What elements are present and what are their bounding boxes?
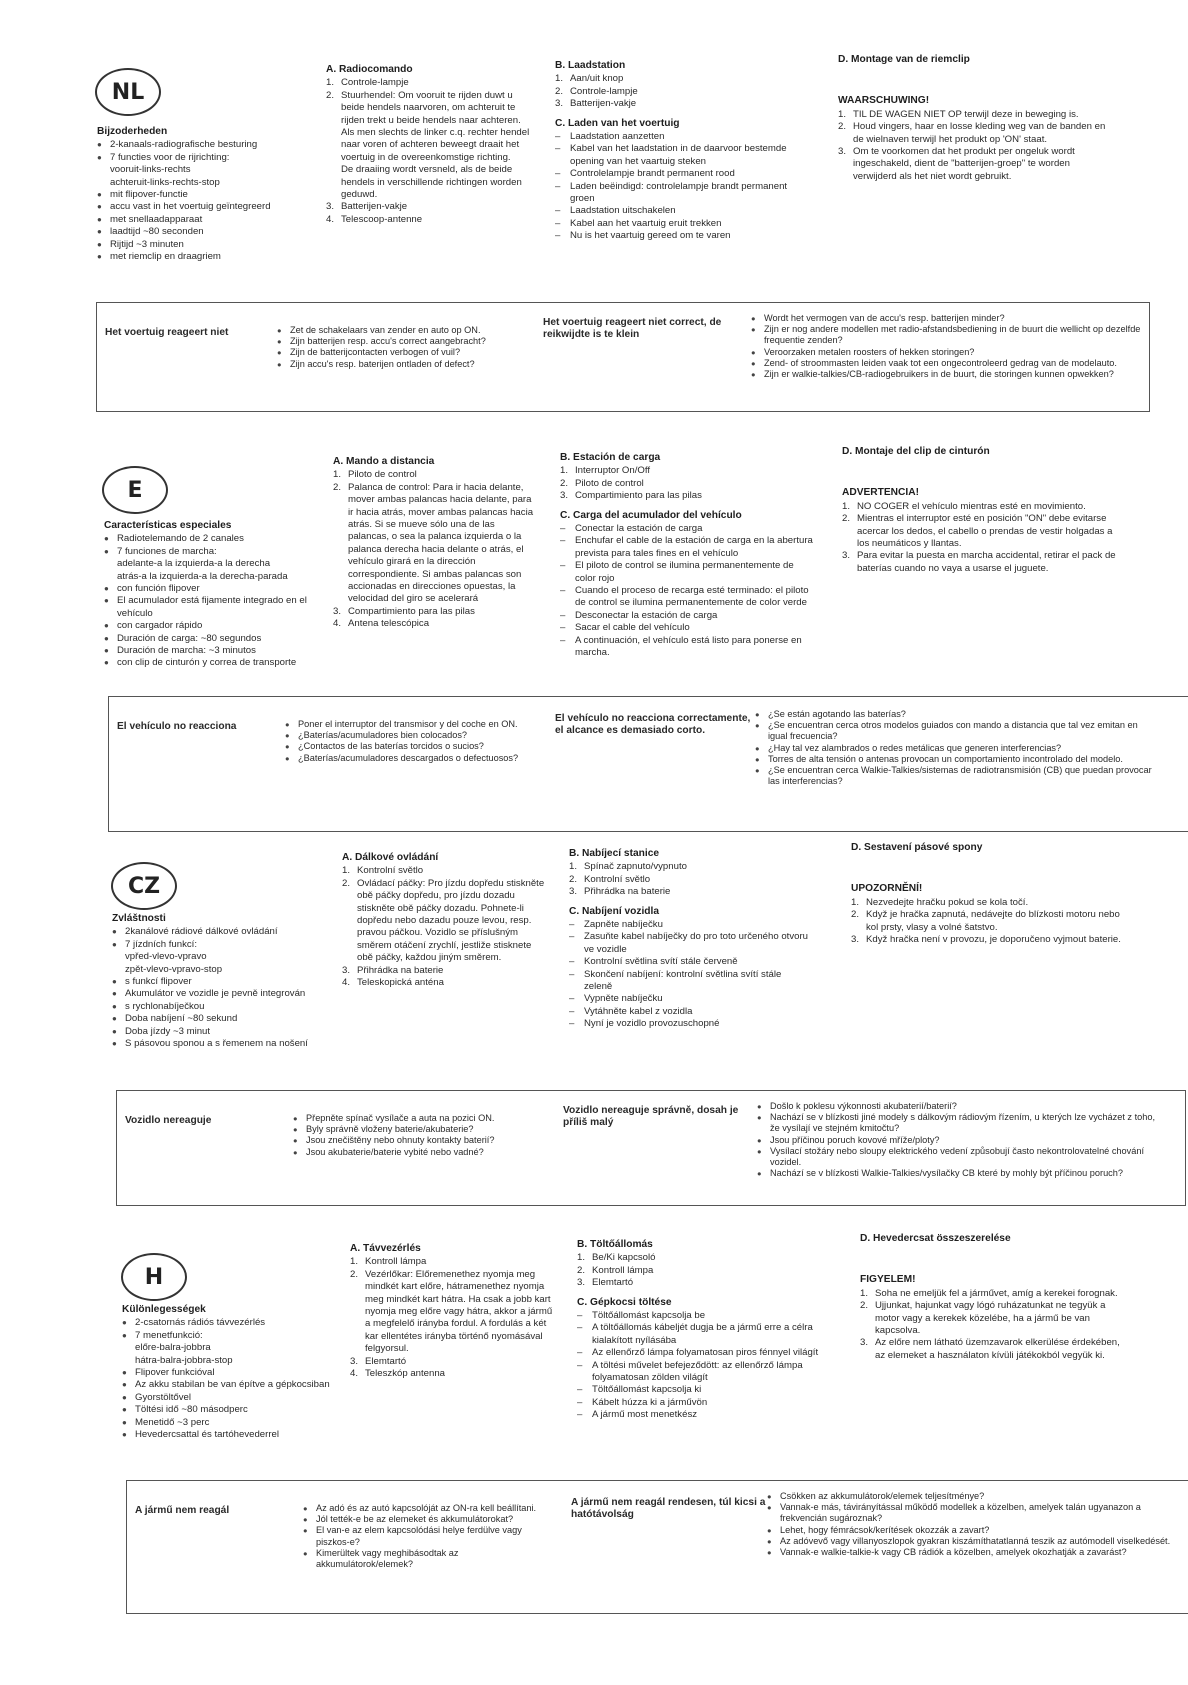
clip-title: D. Sestavení pásové spony	[851, 842, 983, 853]
remote-item: 2. Ovládací páčky: Pro jízdu dopředu stiskněte obě páčky dopředu, pro jízdu dozadu stiskněte obě páčky dozadu. Pohnete-li dopředu nebo dazadu pouze levou, resp. pravou páčkou. Vozidlo se příslušným směrem otáčení zrychlí, jestliže stisknete obě páčky, každou jiným směrem.	[342, 877, 545, 964]
warning-list	[851, 897, 1121, 947]
feature-item: ● met snellaadapparaat	[97, 214, 312, 226]
remote-item: 1. Piloto de control	[333, 469, 417, 481]
remote-item: 4. Telescoop-antenne	[326, 213, 423, 225]
feature-item: ● Flipover funkcióval	[122, 1367, 337, 1379]
remote-title: A. Távvezérlés	[350, 1243, 421, 1254]
trouble-label-range: A jármű nem reagál rendesen, túl kicsi a hatótávolság	[571, 1497, 766, 1520]
station-column	[569, 848, 809, 1031]
feature-item: ● Hevedercsattal és tartóhevederrel	[122, 1429, 337, 1441]
feature-item: ● 2kanálové rádiové dálkové ovládání	[112, 926, 327, 938]
remote-item: 1. Kontroll lámpa	[350, 1256, 427, 1268]
charging-step: – Vypněte nabíječku	[569, 993, 809, 1005]
feature-item: ● 7 funciones de marcha: adelante-a la izquierda-a la derecha atrás-a la izquierda-a la derecha-parada	[104, 546, 319, 583]
remote-item: 2. Stuurhendel: Om vooruit te rijden duwt u beide hendels naarvoren, om achteruit te rijden trekt u beide hendels naar achteren. Als men slechts de linker c.q. rechter hendel naar voren of achteren beweegt draait het voertuig in de overeenkomstige richting. De draaiing wordt versneld, als de beide hendels in verschillende richtingen worden geduwd.	[326, 89, 530, 201]
features-title: Características especiales	[104, 520, 232, 531]
trouble-item: ● Jsou akubaterie/baterie vybité nebo vadné?	[293, 1147, 538, 1158]
charging-step: – Laden beëindigd: controlelampje brandt permanent groen	[555, 181, 795, 206]
feature-item: ● Töltési idő ~80 másodperc	[122, 1404, 337, 1416]
remote-list	[333, 469, 538, 630]
features-title: Zvláštnosti	[112, 913, 166, 924]
trouble-label-no-reaction: Het voertuig reageert niet	[105, 327, 229, 338]
trouble-item: ● Zijn er nog andere modellen met radio-afstandsbediening in de buurt die wellicht op dezelfde frequentie zenden?	[751, 324, 1143, 346]
remote-column	[333, 456, 538, 631]
feature-item: ● Az akku stabilan be van építve a gépkocsiban	[122, 1379, 337, 1391]
station-list	[560, 465, 815, 502]
remote-column	[326, 64, 531, 226]
troubleshooting-box	[108, 696, 1188, 832]
warning-item: 3. Az előre nem látható üzemzavarok elkerülése érdekében, az elemeket a használaton kívüli játékokból vegyük ki.	[860, 1337, 1120, 1361]
trouble-item: ● Vannak-e más, távirányítással működő modellek a közelben, amelyek talán ugyanazon a frekvencián sugároznak?	[767, 1502, 1181, 1524]
station-item: 3. Přihrádka na baterie	[569, 886, 671, 898]
feature-item: ● accu vast in het voertuig geïntegreerd	[97, 201, 312, 213]
remote-list	[342, 865, 547, 989]
trouble-list-range	[757, 1101, 1167, 1179]
warning-item: 2. Houd vingers, haar en losse kleding weg van de banden en de wielnaven terwijl het produkt op 'ON' staat.	[838, 121, 1106, 145]
trouble-item: ● Poner el interruptor del transmisor y del coche en ON.	[285, 719, 530, 730]
warning-item: 1. Soha ne emeljük fel a járművet, amíg a kerekei forognak.	[860, 1287, 1118, 1299]
charging-step: – Töltőállomást kapcsolja be	[577, 1310, 837, 1322]
trouble-label-range: Vozidlo nereaguje správně, dosah je příliš malý	[563, 1105, 739, 1128]
station-list	[577, 1252, 837, 1289]
remote-item: 1. Kontrolní světlo	[342, 865, 424, 877]
station-list	[569, 861, 809, 898]
station-item: 1. Aan/uit knop	[555, 73, 624, 85]
trouble-item: ● Jsou příčinou poruch kovové mříže/ploty?	[757, 1135, 1167, 1146]
charging-step: – Zapněte nabíječku	[569, 919, 809, 931]
charging-steps	[555, 131, 795, 243]
clip-column	[838, 54, 1113, 183]
warning-item: 3. Om te voorkomen dat het produkt per ongeluk wordt ingeschakeld, dient de "batterijen-groep" te worden verwijderd als het niet wordt gebruikt.	[838, 146, 1075, 182]
warning-item: 2. Mientras el interruptor esté en posición "ON" debe evitarse acercar los dedos, el cabello o prendas de vestir holgadas a los neumáticos y llantas.	[842, 513, 1113, 550]
trouble-item: ● ¿Hay tal vez alambrados o redes metálicas que generen interferencias?	[755, 743, 1155, 754]
station-title: B. Laadstation	[555, 60, 626, 71]
charging-step: – Controlelampje brandt permanent rood	[555, 168, 795, 180]
warning-title: FIGYELEM!	[860, 1274, 916, 1286]
feature-item: ● con cargador rápido	[104, 620, 319, 632]
charging-title: C. Nabíjení vozidla	[569, 905, 660, 917]
es-language-badge: E	[102, 466, 168, 514]
warning-item: 3. Para evitar la puesta en marcha accidental, retirar el pack de baterías cuando no vaya a usarse el juguete.	[842, 550, 1116, 574]
remote-item: 4. Teleskopická anténa	[342, 977, 444, 989]
charging-steps	[569, 919, 809, 1031]
charging-step: – Kabel van het laadstation in de daarvoor bestemde opening van het vaartuig steken	[555, 143, 795, 168]
feature-item: ● S pásovou sponou a s řemenem na nošení	[112, 1038, 327, 1050]
trouble-item: ● ¿Se encuentran cerca otros modelos guiados con mando a distancia que tal vez emitan en igual frecuencia?	[755, 720, 1155, 742]
trouble-item: ● Nachází se v blízkosti jiné modely s dálkovým rádiovým řízením, u kterých lze vycházet z toho, že vysílají ve stejném kmitočtu?	[757, 1112, 1167, 1134]
trouble-item: ● ¿Contactos de las baterías torcidos o sucios?	[285, 741, 530, 752]
charging-step: – Desconectar la estación de carga	[560, 610, 815, 622]
clip-column	[851, 842, 1121, 946]
feature-item: ● mit flipover-functie	[97, 189, 312, 201]
feature-item: ● con función flipover	[104, 583, 319, 595]
station-item: 2. Kontroll lámpa	[577, 1264, 654, 1276]
trouble-item: ● Kimerültek vagy meghibásodtak az akkumulátorok/elemek?	[303, 1548, 548, 1570]
feature-item: ● Doba jízdy ~3 minut	[112, 1026, 327, 1038]
remote-list	[326, 77, 531, 226]
trouble-item: ● ¿Se encuentran cerca Walkie-Talkies/sistemas de radiotransmisión (CB) que puedan provocar las interferencias?	[755, 765, 1155, 787]
feature-item: ● Radiotelemando de 2 canales	[104, 533, 319, 545]
charging-step: – Töltőállomást kapcsolja ki	[577, 1384, 837, 1396]
feature-item: ● Menetidő ~3 perc	[122, 1417, 337, 1429]
charging-step: – A continuación, el vehículo está listo para ponerse en marcha.	[560, 635, 815, 660]
charging-step: – Laadstation uitschakelen	[555, 205, 795, 217]
trouble-item: ● Csökken az akkumulátorok/elemek teljesítménye?	[767, 1491, 1181, 1502]
charging-step: – Kontrolní světlina svítí stále červeně	[569, 956, 809, 968]
feature-item: ● 2-csatornás rádiós távvezérlés	[122, 1317, 337, 1329]
warning-title: WAARSCHUWING!	[838, 95, 930, 107]
warning-item: 3. Když hračka není v provozu, je doporučeno vyjmout baterie.	[851, 934, 1121, 946]
trouble-item: ● Jsou znečištěny nebo ohnuty kontakty baterií?	[293, 1135, 538, 1146]
feature-item: ● El acumulador está fijamente integrado en el vehículo	[104, 595, 319, 620]
trouble-item: ● Byly správně vloženy baterie/akubaterie?	[293, 1124, 538, 1135]
feature-item: ● Duración de carga: ~80 segundos	[104, 633, 319, 645]
charging-step: – Az ellenőrző lámpa folyamatosan piros fénnyel világít	[577, 1347, 837, 1359]
feature-item: ● 7 jízdních funkcí: vpřed-vlevo-vpravo zpět-vlevo-vpravo-stop	[112, 939, 327, 976]
troubleshooting-box	[96, 302, 1150, 412]
trouble-list-range	[767, 1491, 1181, 1558]
warning-item: 1. Nezvedejte hračku pokud se kola točí.	[851, 896, 1029, 908]
warning-list	[860, 1288, 1130, 1362]
trouble-label-range: Het voertuig reageert niet correct, de reikwijdte is te klein	[543, 317, 722, 340]
feature-item: ● con clip de cinturón y correa de transporte	[104, 657, 319, 669]
station-item: 2. Controle-lampje	[555, 85, 638, 97]
trouble-item: ● Zijn accu's resp. baterijen ontladen of defect?	[277, 359, 527, 370]
features-title: Különlegességek	[122, 1304, 206, 1315]
feature-item: ● met riemclip en draagriem	[97, 251, 312, 263]
station-item: 3. Compartimiento para las pilas	[560, 490, 702, 502]
features-column	[112, 913, 327, 1050]
trouble-list-range	[755, 709, 1155, 787]
feature-item: ● 7 functies voor de rijrichting: vooruit-links-rechts achteruit-links-rechts-stop	[97, 152, 312, 189]
clip-column	[860, 1233, 1130, 1362]
station-column	[560, 452, 815, 660]
features-list	[112, 926, 327, 1050]
trouble-item: ● Zijn de batterijcontacten verbogen of vuil?	[277, 347, 527, 358]
feature-item: ● Rijtijd ~3 minuten	[97, 239, 312, 251]
charging-step: – Conectar la estación de carga	[560, 523, 815, 535]
nl-language-badge: NL	[95, 68, 161, 116]
charging-steps	[560, 523, 815, 659]
charging-steps	[577, 1310, 837, 1422]
station-item: 1. Interruptor On/Off	[560, 465, 651, 477]
remote-list	[350, 1256, 555, 1380]
features-list	[97, 139, 312, 263]
trouble-item: ● Nachází se v blízkosti Walkie-Talkies/vysílačky CB které by mohly být příčinou poruch?	[757, 1168, 1167, 1179]
trouble-item: ● ¿Se están agotando las baterías?	[755, 709, 1155, 720]
warning-item: 1. NO COGER el vehículo mientras esté en movimiento.	[842, 500, 1086, 512]
features-list	[104, 533, 319, 669]
trouble-item: ● Veroorzaken metalen roosters of hekken storingen?	[751, 347, 1143, 358]
trouble-item: ● Zijn batterijen resp. accu's correct aangebracht?	[277, 336, 527, 347]
trouble-item: ● Az adóvevő vagy villanyoszlopok gyakran kiszámíthatatlanná teszik az autómodell viselkedését.	[767, 1536, 1181, 1547]
trouble-item: ● Torres de alta tensión o antenas provocan un comportamiento incontrolado del modelo.	[755, 754, 1155, 765]
remote-title: A. Dálkové ovládání	[342, 852, 439, 863]
charging-step: – Kabel aan het vaartuig eruit trekken	[555, 218, 795, 230]
trouble-item: ● Vannak-e walkie-talkie-k vagy CB rádiók a közelben, amelyek okozhatják a zavarást?	[767, 1547, 1181, 1558]
trouble-label-range: El vehículo no reacciona correctamente, el alcance es demasiado corto.	[555, 713, 751, 736]
trouble-item: ● Zijn er walkie-talkies/CB-radiogebruikers in de buurt, die storingen kunnen opwekken?	[751, 369, 1143, 380]
features-column	[104, 520, 319, 670]
station-item: 2. Piloto de control	[560, 477, 644, 489]
station-list	[555, 73, 795, 110]
warning-list	[838, 109, 1113, 183]
trouble-list-no-reaction	[293, 1113, 538, 1158]
troubleshooting-box	[116, 1090, 1186, 1206]
trouble-list-range	[751, 313, 1143, 380]
trouble-item: ● ¿Baterías/acumuladores bien colocados?	[285, 730, 530, 741]
warning-list	[842, 501, 1127, 575]
station-item: 2. Kontrolní světlo	[569, 873, 651, 885]
troubleshooting-box	[126, 1480, 1188, 1614]
remote-column	[350, 1243, 555, 1380]
charging-step: – Enchufar el cable de la estación de carga en la abertura prevista para tales fines en el vehículo	[560, 535, 815, 560]
charging-step: – Nyní je vozidlo provozuschopné	[569, 1018, 809, 1030]
features-column	[97, 126, 312, 263]
trouble-item: ● Zend- of stroommasten leiden vaak tot een ongecontroleerd gedrag van de modelauto.	[751, 358, 1143, 369]
remote-item: 2. Vezérlőkar: Előremenethez nyomja meg mindkét kart előre, hátramenethez nyomja meg mindkét kart hátra. Ha csak a jobb kart nyomja meg előre vagy hátra, akkor a jármű a megfelelő irányba fordul. A fordulás a két kar ellentétes irányba történő nyomásával felgyorsul.	[350, 1268, 553, 1355]
warning-item: 1. TIL DE WAGEN NIET OP terwijl deze in beweging is.	[838, 108, 1079, 120]
remote-column	[342, 852, 547, 989]
trouble-item: ● Došlo k poklesu výkonnosti akubaterií/baterií?	[757, 1101, 1167, 1112]
feature-item: ● s rychlonabíječkou	[112, 1001, 327, 1013]
charging-step: – A töltési művelet befejeződött: az ellenőrző lámpa folyamatosan zölden világít	[577, 1360, 837, 1385]
clip-title: D. Montage van de riemclip	[838, 54, 970, 65]
features-column	[122, 1304, 337, 1441]
trouble-item: ● Zet de schakelaars van zender en auto op ON.	[277, 325, 527, 336]
trouble-list-no-reaction	[303, 1503, 548, 1570]
charging-step: – Zasuňte kabel nabíječky do pro toto určeného otvoru ve vozidle	[569, 931, 809, 956]
feature-item: ● 2-kanaals-radiografische besturing	[97, 139, 312, 151]
charging-step: – El piloto de control se ilumina permanentemente de color rojo	[560, 560, 815, 585]
trouble-label-no-reaction: El vehículo no reacciona	[117, 721, 237, 732]
trouble-list-no-reaction	[277, 325, 527, 370]
charging-title: C. Laden van het voertuig	[555, 117, 680, 129]
trouble-item: ● El van-e az elem kapcsolódási helye ferdülve vagy piszkos-e?	[303, 1525, 548, 1547]
trouble-item: ● Az adó és az autó kapcsolóját az ON-ra kell beállítani.	[303, 1503, 548, 1514]
clip-title: D. Montaje del clip de cinturón	[842, 446, 990, 457]
clip-title: D. Hevedercsat összeszerelése	[860, 1233, 1011, 1244]
station-title: B. Estación de carga	[560, 452, 661, 463]
charging-title: C. Carga del acumulador del vehículo	[560, 509, 742, 521]
features-list	[122, 1317, 337, 1441]
trouble-item: ● Jól tették-e be az elemeket és akkumulátorokat?	[303, 1514, 548, 1525]
station-item: 1. Spínač zapnuto/vypnuto	[569, 861, 687, 873]
remote-item: 3. Batterijen-vakje	[326, 201, 408, 213]
cz-language-badge: CZ	[111, 862, 177, 910]
feature-item: ● laadtijd ~80 seconden	[97, 226, 312, 238]
trouble-item: ● Lehet, hogy fémrácsok/kerítések okozzák a zavart?	[767, 1525, 1181, 1536]
station-title: B. Töltőállomás	[577, 1239, 653, 1250]
charging-step: – Laadstation aanzetten	[555, 131, 795, 143]
charging-step: – Cuando el proceso de recarga esté terminado: el piloto de control se ilumina permanentemente de color verde	[560, 585, 815, 610]
remote-title: A. Radiocomando	[326, 64, 413, 75]
charging-title: C. Gépkocsi töltése	[577, 1296, 672, 1308]
station-column	[577, 1239, 837, 1422]
remote-item: 3. Compartimiento para las pilas	[333, 605, 475, 617]
trouble-item: ● Přepněte spínač vysílače a auta na pozici ON.	[293, 1113, 538, 1124]
remote-item: 2. Palanca de control: Para ir hacia delante, mover ambas palancas hacia delante, para ir hacia atrás, mover ambas palancas hacia atrás. Si se mueve sólo una de las palancas, o sea la palanca izquierda o la palanca derecha hacia delante o atrás, el vehículo girará en la dirección correspondiente. Si ambas palancas son accionadas en direcciones opuestas, la velocidad del giro se acelerará	[333, 481, 534, 605]
station-title: B. Nabíjecí stanice	[569, 848, 660, 859]
charging-step: – Skončení nabíjení: kontrolní světlina svítí stále zeleně	[569, 969, 809, 994]
trouble-item: ● Wordt het vermogen van de accu's resp. batterijen minder?	[751, 313, 1143, 324]
warning-title: UPOZORNĚNÍ!	[851, 883, 923, 895]
features-title: Bijzoderheden	[97, 126, 168, 137]
remote-item: 4. Teleszkóp antenna	[350, 1368, 446, 1380]
charging-step: – Vytáhněte kabel z vozidla	[569, 1006, 809, 1018]
feature-item: ● Duración de marcha: ~3 minutos	[104, 645, 319, 657]
trouble-list-no-reaction	[285, 719, 530, 764]
clip-column	[842, 446, 1127, 575]
feature-item: ● Doba nabíjení ~80 sekund	[112, 1013, 327, 1025]
warning-item: 2. Když je hračka zapnutá, nedávejte do blízkosti motoru nebo kol prsty, vlasy a volné šatstvo.	[851, 909, 1120, 933]
remote-item: 4. Antena telescópica	[333, 618, 430, 630]
feature-item: ● 7 menetfunkció: előre-balra-jobbra hátra-balra-jobbra-stop	[122, 1330, 337, 1367]
charging-step: – A jármű most menetkész	[577, 1409, 837, 1421]
remote-item: 3. Elemtartó	[350, 1355, 407, 1367]
charging-step: – Sacar el cable del vehículo	[560, 622, 815, 634]
remote-item: 3. Přihrádka na baterie	[342, 964, 444, 976]
station-item: 3. Batterijen-vakje	[555, 98, 637, 110]
feature-item: ● s funkcí flipover	[112, 976, 327, 988]
station-column	[555, 60, 795, 243]
trouble-item: ● Vysílací stožáry nebo sloupy elektrického vedení způsobují často nekontrolovatelné chování vozidel.	[757, 1146, 1167, 1168]
feature-item: ● Akumulátor ve vozidle je pevně integrován	[112, 988, 327, 1000]
charging-step: – Nu is het vaartuig gereed om te varen	[555, 230, 795, 242]
charging-step: – A töltőállomás kábeljét dugja be a jármű erre a célra kialakított nyílásába	[577, 1322, 837, 1347]
warning-title: ADVERTENCIA!	[842, 487, 919, 499]
warning-item: 2. Ujjunkat, hajunkat vagy lógó ruházatunkat ne tegyük a motor vagy a kerekek közelébe, ha a jármű be van kapcsolva.	[860, 1300, 1106, 1337]
feature-item: ● Gyorstöltővel	[122, 1392, 337, 1404]
charging-step: – Kábelt húzza ki a járművön	[577, 1397, 837, 1409]
station-item: 3. Elemtartó	[577, 1277, 634, 1289]
station-item: 1. Be/Ki kapcsoló	[577, 1252, 656, 1264]
remote-item: 1. Controle-lampje	[326, 77, 409, 89]
remote-title: A. Mando a distancia	[333, 456, 435, 467]
hu-language-badge: H	[121, 1253, 187, 1301]
trouble-item: ● ¿Baterías/acumuladores descargados o defectuosos?	[285, 753, 530, 764]
trouble-label-no-reaction: Vozidlo nereaguje	[125, 1115, 212, 1126]
trouble-label-no-reaction: A jármű nem reagál	[135, 1505, 230, 1516]
